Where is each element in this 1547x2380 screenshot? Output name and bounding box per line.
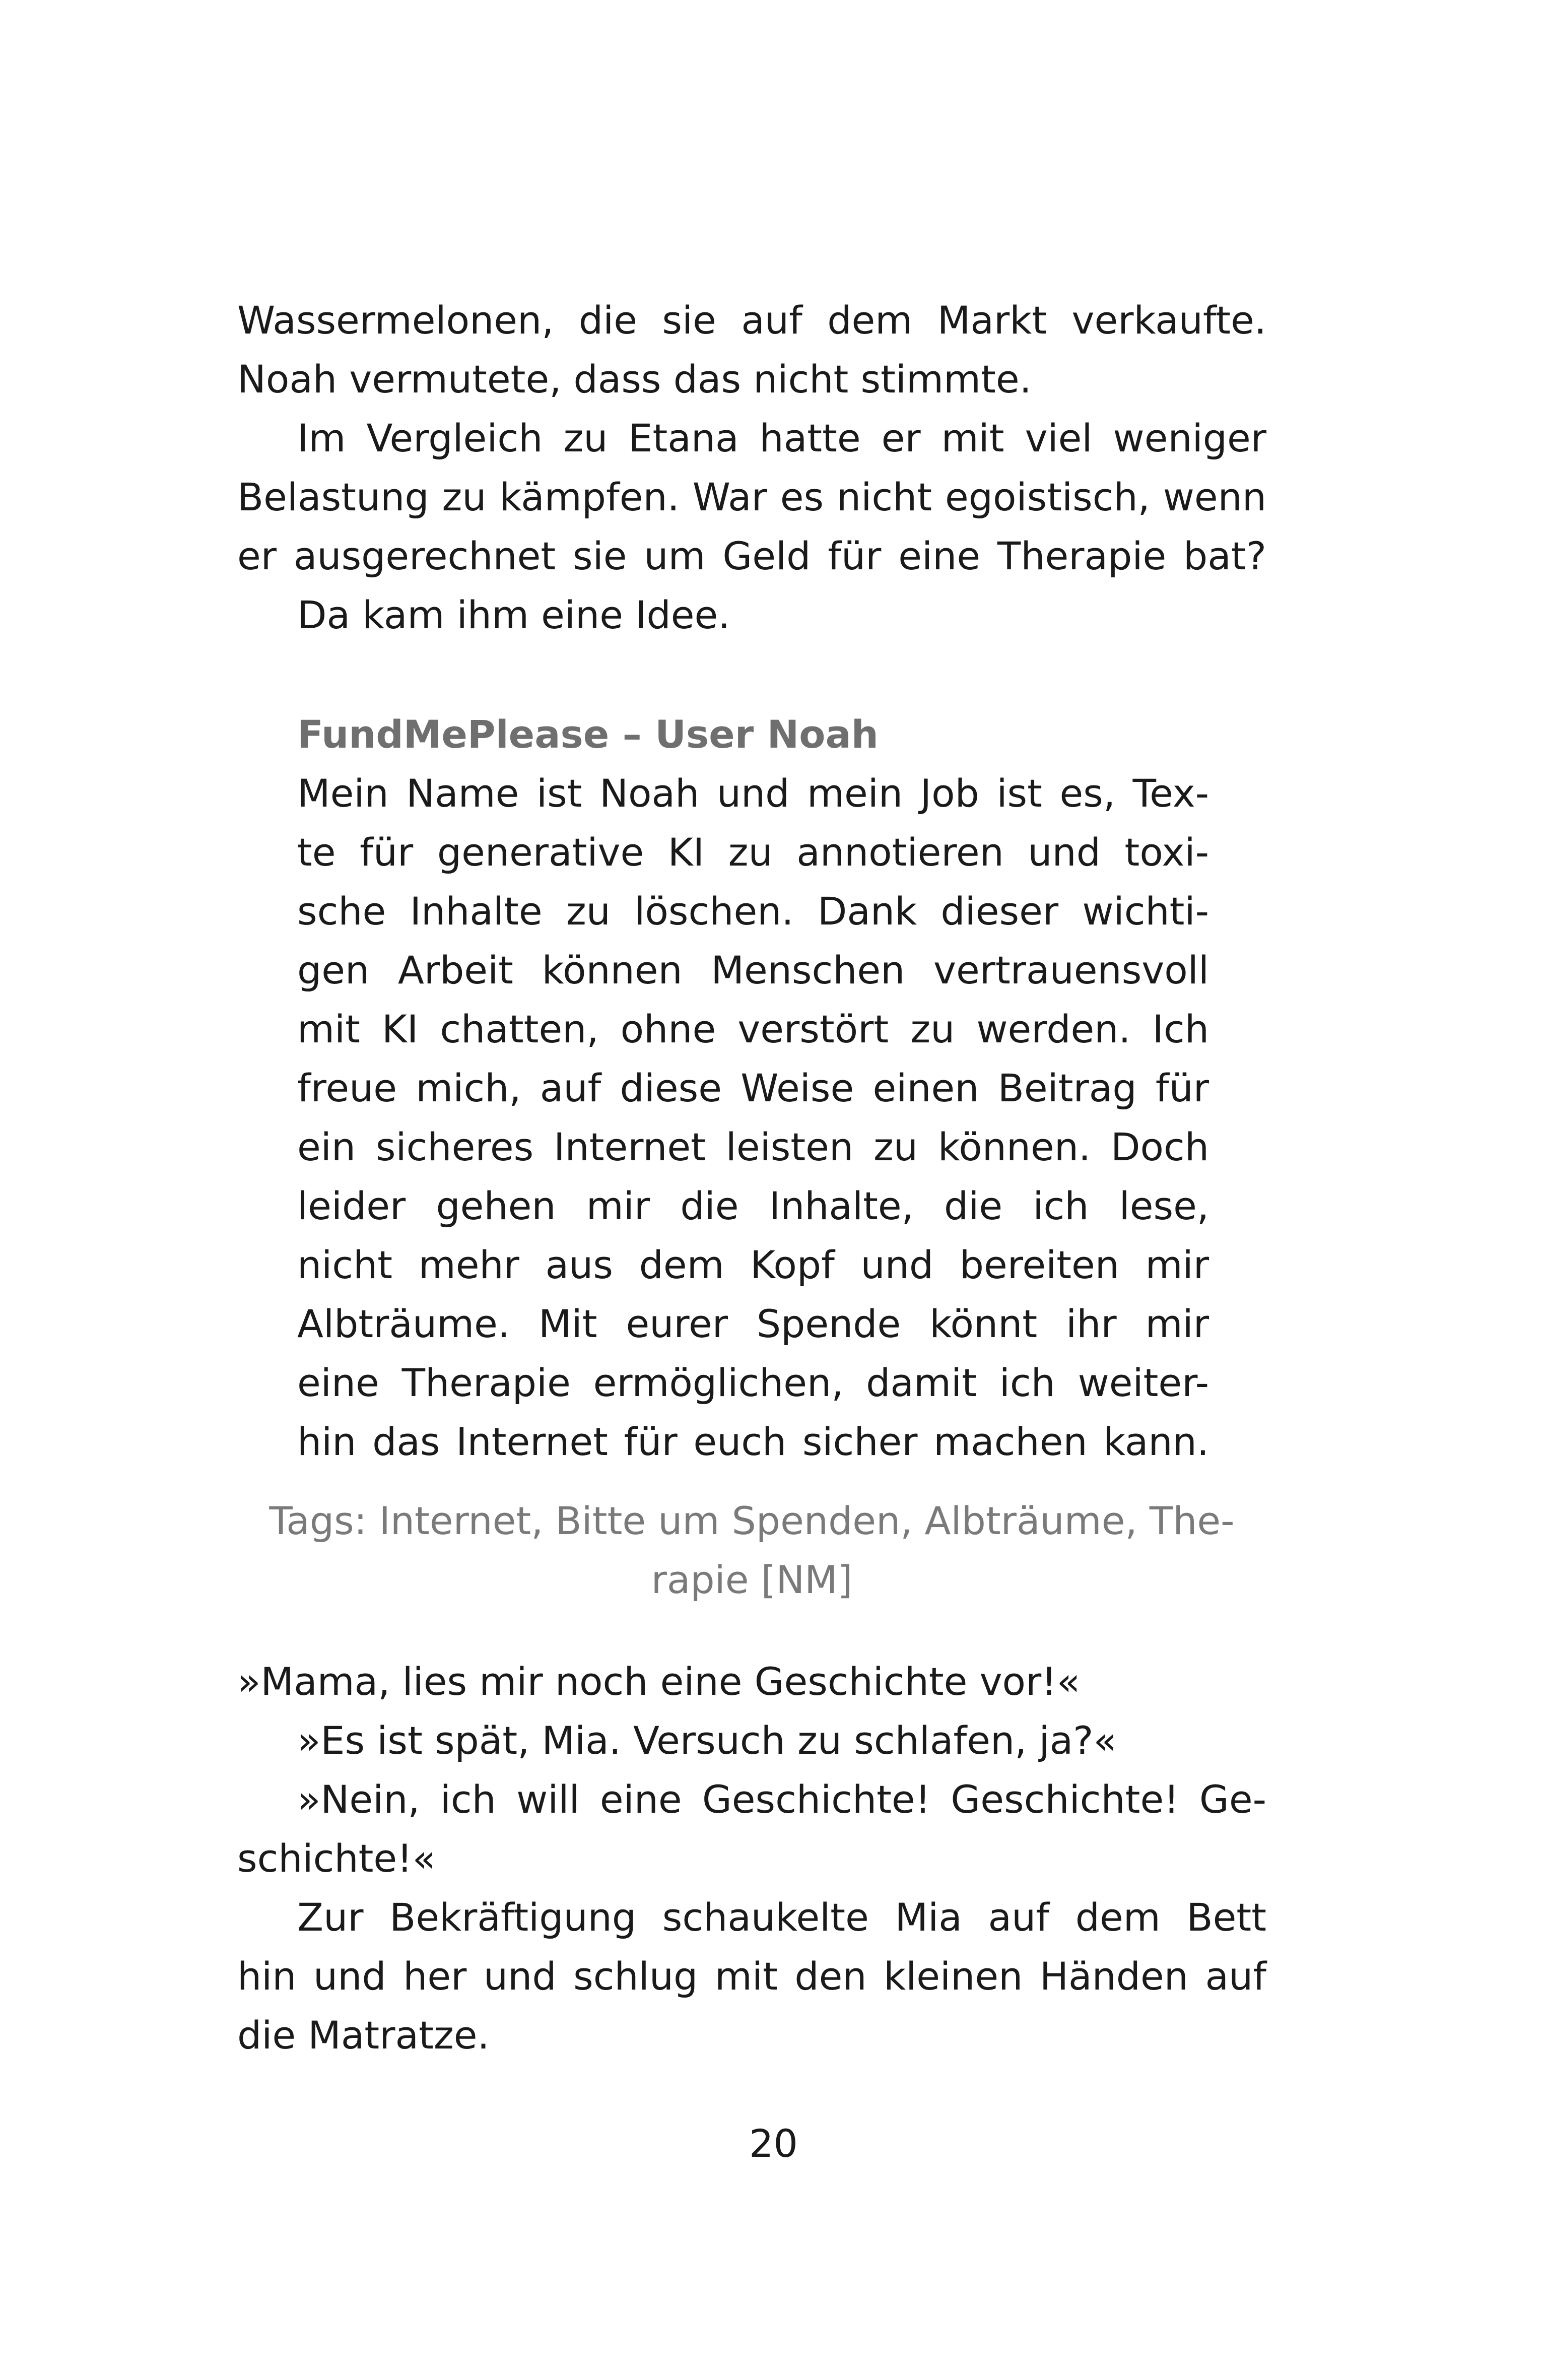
text-line: Belastung zu kämpfen. War es nicht egoistisch, wenn (237, 475, 1266, 519)
page-number: 20 (749, 2121, 798, 2166)
post-line: freue mich, auf diese Weise einen Beitrag für (297, 1066, 1209, 1110)
text-line: Da kam ihm eine Idee. (297, 592, 730, 637)
text-line: Noah vermutete, dass das nicht stimmte. (237, 357, 1032, 402)
text-line: »Es ist spät, Mia. Versuch zu schlafen, ja?« (297, 1718, 1117, 1763)
post-line: sche Inhalte zu löschen. Dank dieser wichti- (297, 889, 1209, 934)
post-line: nicht mehr aus dem Kopf und bereiten mir (297, 1242, 1209, 1287)
post-line: te für generative KI zu annotieren und toxi- (297, 830, 1209, 875)
post-line: ein sicheres Internet leisten zu können. Doch (297, 1125, 1209, 1169)
post-tags: rapie [NM] (651, 1557, 853, 1602)
post-line: leider gehen mir die Inhalte, die ich lese, (297, 1183, 1209, 1228)
text-line: schichte!« (237, 1836, 436, 1881)
post-line: mit KI chatten, ohne verstört zu werden. Ich (297, 1007, 1209, 1051)
post-line: gen Arbeit können Menschen vertrauensvoll (297, 948, 1209, 993)
text-line: Zur Bekräftigung schaukelte Mia auf dem Bett (297, 1895, 1266, 1940)
text-line: er ausgerechnet sie um Geld für eine Therapie bat? (237, 534, 1266, 578)
post-line: eine Therapie ermöglichen, damit ich weiter- (297, 1360, 1209, 1405)
post-line: hin das Internet für euch sicher machen kann. (297, 1419, 1209, 1464)
text-line: »Mama, lies mir noch eine Geschichte vor!« (237, 1659, 1081, 1704)
text-line: »Nein, ich will eine Geschichte! Geschichte! Ge- (297, 1777, 1266, 1822)
text-line: die Matratze. (237, 2013, 490, 2058)
post-heading: FundMePlease – User Noah (297, 712, 879, 757)
text-line: hin und her und schlug mit den kleinen Händen auf (237, 1954, 1266, 1999)
post-line: Mein Name ist Noah und mein Job ist es, Tex- (297, 771, 1209, 816)
text-line: Im Vergleich zu Etana hatte er mit viel weniger (297, 416, 1266, 460)
text-line: Wassermelonen, die sie auf dem Markt verkaufte. (237, 298, 1266, 343)
post-tags: Tags: Internet, Bitte um Spenden, Albträume, The- (269, 1498, 1235, 1543)
post-line: Albträume. Mit eurer Spende könnt ihr mir (297, 1301, 1209, 1346)
